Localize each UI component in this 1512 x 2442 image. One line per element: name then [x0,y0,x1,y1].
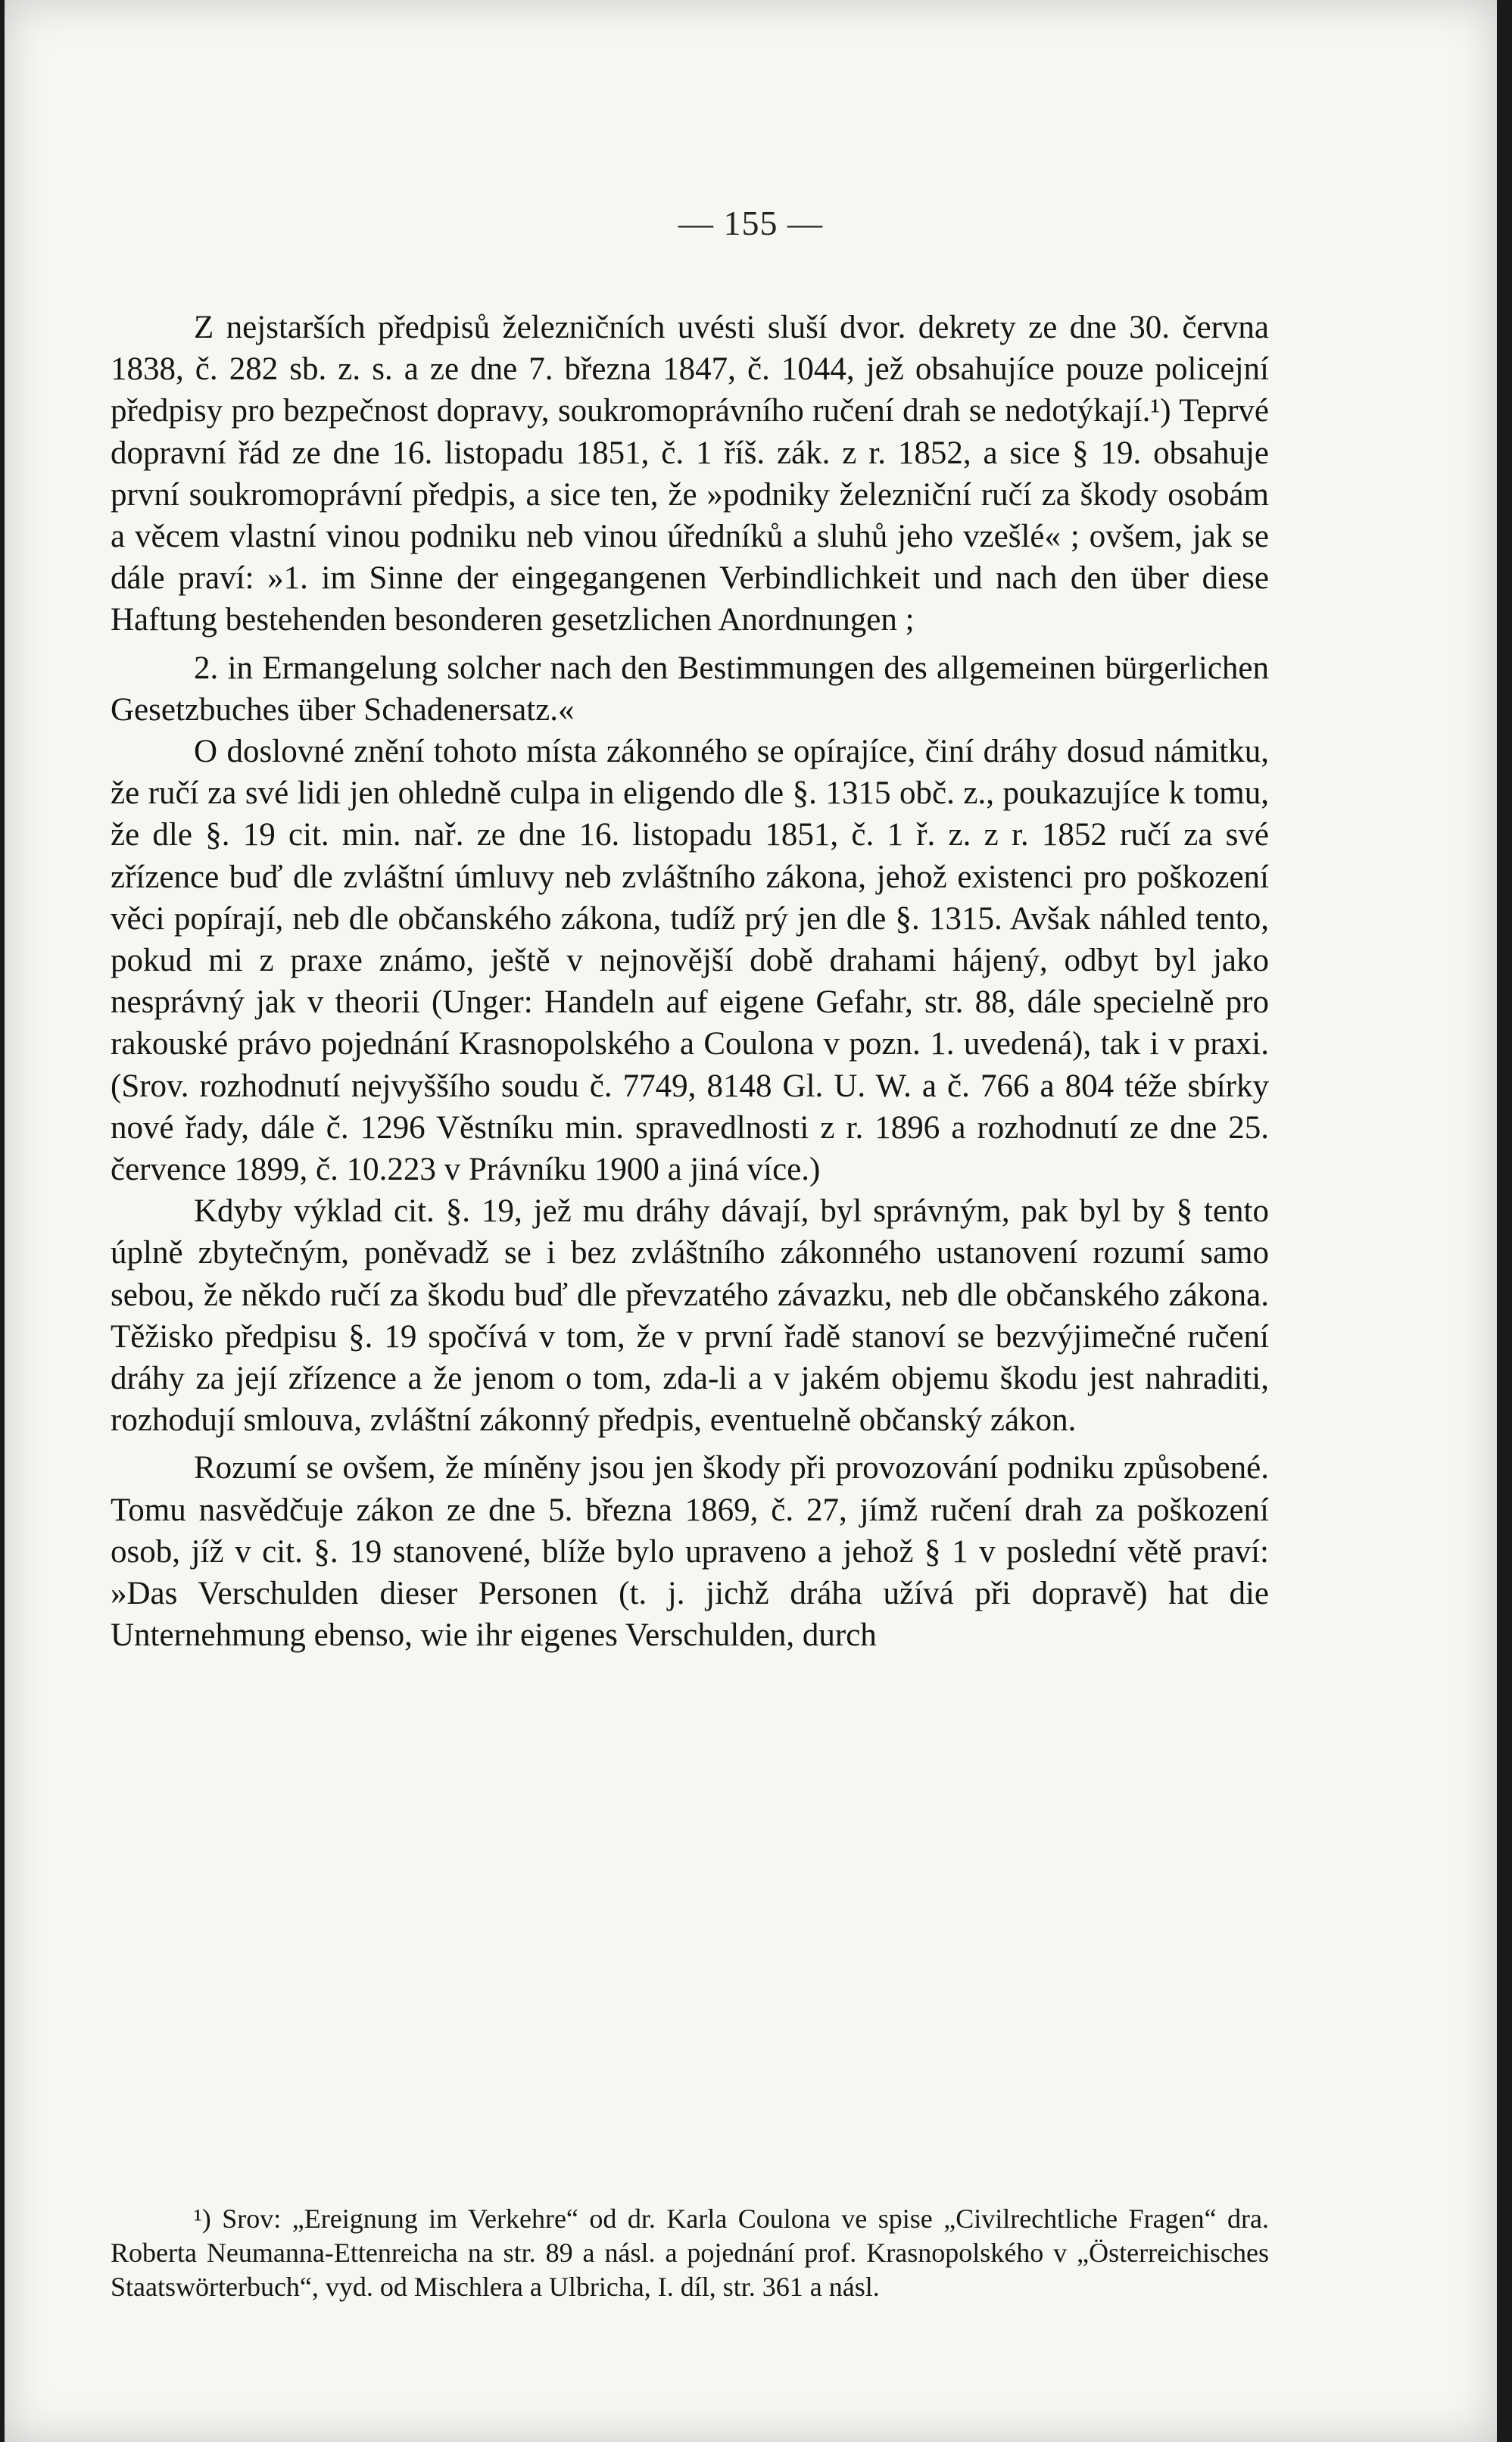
book-page [5,0,1497,2442]
paragraph-2: 2. in Ermangelung solcher nach den Bestimmungen des allgemeinen bürgerlichen Gesetzbuches über Schadenersatz.« [111,650,1269,728]
footnotes [111,2202,1269,2304]
footnote-1: ¹) Srov: „Ereignung im Verkehre“ od dr. Karla Coulona ve spise „Civilrechtliche Fragen“ dra. Roberta Neumanna-Ettenreicha na str. 89 a násl. a pojednání prof. Krasnopolského v „Österreichisches Staatswörterbuch“, vyd. od Mischlera a Ulbricha, I. díl, str. 361 a násl. [111,2203,1269,2302]
paragraph-5: Rozumí se ovšem, že míněny jsou jen škody při provozování podniku způsobené. Tomu nasvědčuje zákon ze dne 5. března 1869, č. 27, jímž ručení drah za poškození osob, jíž v cit. §. 19 stanovené, blíže bylo upraveno a jehož § 1 v poslední větě praví: »Das Verschulden dieser Personen (t. j. jichž dráha užívá při dopravě) hat die Unternehmung ebenso, wie ihr eigenes Verschulden, durch [111,1450,1269,1654]
body-text [111,307,1269,1657]
paragraph-3: O doslovné znění tohoto místa zákonného se opírajíce, činí dráhy dosud námitku, že ručí za své lidi jen ohledně culpa in eligendo dle §. 1315 obč. z., poukazujíce k tomu, že dle §. 19 cit. min. nař. ze dne 16. listopadu 1851, č. 1 ř. z. z r. 1852 ručí za své zřízence buď dle zvláštní úmluvy neb zvláštního zákona, jehož existenci pro poškození věci popírají, neb dle občanského zákona, tudíž prý jen dle §. 1315. Avšak náhled tento, pokud mi z praxe známo, ještě v nejnovější době drahami hájený, odbyt byl jako nesprávný jak v theorii (Unger: Handeln auf eigene Gefahr, str. 88, dále specielně pro rakouské právo pojednání Krasnopolského a Coulona v pozn. 1. uvedená), tak i v praxi. (Srov. rozhodnutí nejvyššího soudu č. 7749, 8148 Gl. U. W. a č. 766 a 804 téže sbírky nové řady, dále č. 1296 Věstníku min. spravedlnosti z r. 1896 a rozhodnutí ze dne 25. července 1899, č. 10.223 v Právníku 1900 a jiná více.) [111,734,1269,1188]
paragraph-1: Z nejstarších předpisů železničních uvésti sluší dvor. dekrety ze dne 30. června 1838, č. 282 sb. z. s. a ze dne 7. března 1847, č. 1044, jež obsahujíce pouze policejní předpisy pro bezpečnost dopravy, soukromoprávního ručení drah se nedotýkají.¹) Teprvé dopravní řád ze dne 16. listopadu 1851, č. 1 říš. zák. z r. 1852, a sice § 19. obsahuje první soukromoprávní předpis, a sice ten, že »podniky železniční ručí za škody osobám a věcem vlastní vinou podniku neb vinou úředníků a sluhů jeho vzešlé« ; ovšem, jak se dále praví: »1. im Sinne der eingegangenen Verbindlichkeit und nach den über diese Haftung bestehenden besonderen gesetzlichen Anordnungen ; [111,310,1269,638]
page-number: — 155 — [678,204,823,242]
paragraph-4: Kdyby výklad cit. §. 19, jež mu dráhy dávají, byl správným, pak byl by § tento úplně zbytečným, poněvadž se i bez zvláštního zákonného ustanovení rozumí samo sebou, že někdo ručí za škodu buď dle převzatého závazku, neb dle občanského zákona. Těžisko předpisu §. 19 spočívá v tom, že v první řadě stanoví se bezvýjimečné ručení dráhy za její zřízence a že jenom o tom, zda-li a v jakém objemu škodu jest nahraditi, rozhodují smlouva, zvláštní zákonný předpis, eventuelně občanský zákon. [111,1193,1269,1439]
